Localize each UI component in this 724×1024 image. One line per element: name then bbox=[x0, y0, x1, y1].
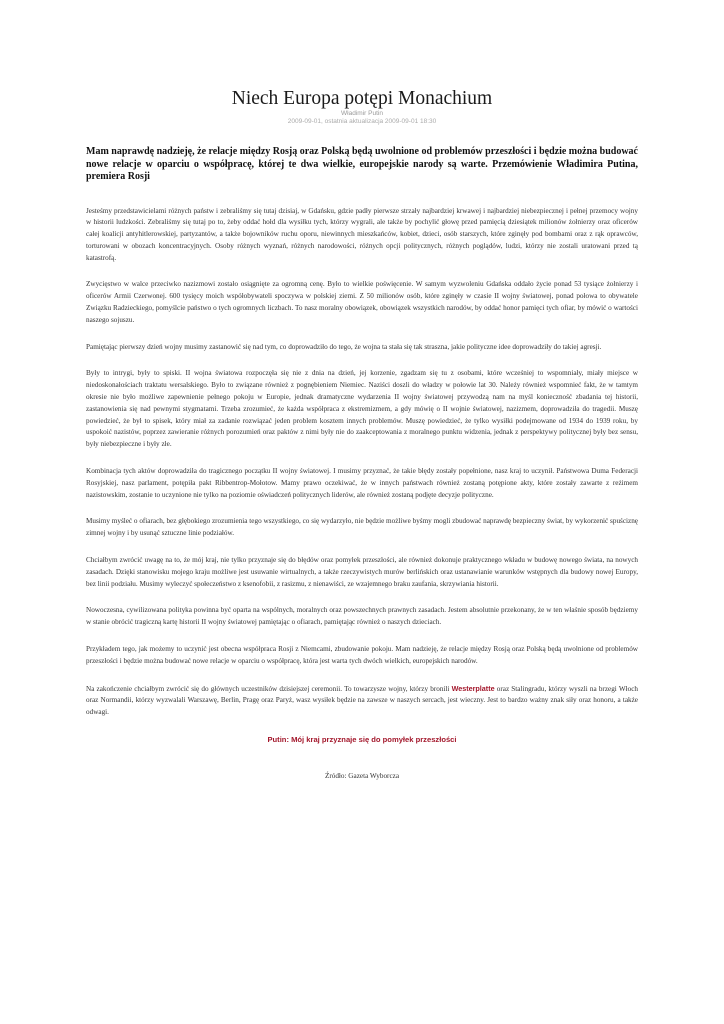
article-paragraph-1: Jesteśmy przedstawicielami różnych państw i zebraliśmy się tutaj dzisiaj, w Gdańsku, gdzie padły pierwsze strzały najbardziej krwawej i najbardziej niebezpiecznej i pełnej przemocy wojny w historii ludzkości. Zebraliśmy się tutaj po to, żeby oddać hołd dla wysiłku tych, którzy wygrali, ale także by pochylić głowę przed pamięcią dziesiątek milionów żołnierzy oraz oficerów całej koalicji antyhitlerowskiej, partyzantów, a także bojowników ruchu oporu, niewinnych mieszkańców, kobiet, dzieci, osób starszych, które zginęły pod bombami oraz z rąk oprawców, torturowani w obozach koncentracyjnych. Osoby różnych wyznań, różnych narodowości, różnych opcji politycznych, różnych poglądów, ludzi, którzy nie zostali uratowani przed tą katastrofą. bbox=[86, 206, 638, 262]
related-article-link[interactable]: Putin: Mój kraj przyznaje się do pomyłek przeszłości bbox=[267, 735, 457, 744]
article-paragraph-7: Chciałbym zwrócić uwagę na to, że mój kraj, nie tylko przyznaje się do błędów oraz pomyłek przeszłości, ale również dokonuje praktycznego wkładu w budowę nowego świata, na nowych zasadach. Dzięki stanowisku mojego kraju możliwe jest usuwanie wirtualnych, a także rzeczywistych murów berlińskich oraz ustanawianie warunków wstępnych dla budowy nowej Europy, bez linii podziału. Musimy wyleczyć społeczeństwo z ksenofobii, z rasizmu, z nienawiści, ze wzajemnego braku zaufania, skrzywiania historii. bbox=[86, 556, 638, 588]
article-source: Źródło: Gazeta Wyborcza bbox=[324, 772, 400, 780]
article-paragraph-2: Zwycięstwo w walce przeciwko nazizmowi zostało osiągnięte za ogromną cenę. Było to wielkie poświęcenie. W samym wyzwoleniu Gdańska oddało życie ponad 53 tysiące żołnierzy i oficerów Armii Czerwonej. 600 tysięcy moich współobywateli spoczywa w polskiej ziemi. Z 50 milionów osób, które zginęły w czasie II wojny światowej, ponad połowa to obywatele Związku Radzieckiego, pomyślcie państwo o tych ogromnych liczbach. To nasz moralny obowiązek, obowiązek wszystkich narodów, by oddać honor pamięci tych ofiar, by mówić o wartości naszego sojuszu. bbox=[86, 280, 638, 324]
article-paragraph-6: Musimy myśleć o ofiarach, bez głębokiego zrozumienia tego wszystkiego, co się wydarzyło, nie będzie możliwe byśmy mogli zbudować naprawdę bezpieczny świat, by wykorzenić spuściznę zimnej wojny i by usunąć sztuczne linie podziałów. bbox=[86, 517, 638, 538]
article-paragraph-9: Przykładem tego, jak możemy to uczynić jest obecna współpraca Rosji z Niemcami, zbudowanie pokoju. Mam nadzieję, że relacje między Rosją oraz Polską będą uwolnione od problemów przeszłości i będzie można budować nowe relacje w oparciu o współpracę, która jest warta tych dwóch wielkich, europejskich narodów. bbox=[86, 645, 638, 665]
paragraph-text-before: Na zakończenie chciałbym zwrócić się do głównych uczestników dzisiejszej ceremonii. To towarzysze wojny, którzy bronili bbox=[86, 684, 452, 693]
paragraph-text-after: oraz Stalingradu, którzy wyszli na brzegi Włoch oraz Normandii, którzy wyzwalali Warszawę, Berlin, Pragę oraz Paryż, wasz wysiłek będzie na zawsze w naszych sercach, jest wieczny. Jest to bardzo ważny znak siły oraz honoru, a także odwagi. bbox=[86, 684, 638, 717]
westerplatte-link[interactable]: Westerplatte bbox=[451, 683, 495, 693]
article-paragraph-3: Pamiętając pierwszy dzień wojny musimy zastanowić się nad tym, co doprowadziło do tego, że wojna ta stała się tak straszna, jakie polityczne idee doprowadziły do takiej agresji. bbox=[86, 342, 602, 351]
article-paragraph-8: Nowoczesna, cywilizowana polityka powinna być oparta na wspólnych, moralnych oraz powszechnych prawnych zasadach. Jestem absolutnie przekonany, że w ten właśnie sposób będziemy w stanie obrócić tragiczną kartę historii II wojny światowej pamiętając o ofiarach, pamiętając również o naszych dzieciach. bbox=[86, 606, 638, 627]
article-author[interactable]: Władimir Putin bbox=[341, 110, 383, 117]
article-dates: 2009-09-01, ostatnia aktualizacja 2009-09-01 18:30 bbox=[287, 118, 437, 125]
article-title: Niech Europa potępi Monachium bbox=[231, 88, 493, 109]
article bbox=[86, 88, 638, 781]
article-paragraph-5: Kombinacja tych aktów doprowadziła do tragicznego początku II wojny światowej. I musimy przyznać, że takie błędy zostały popełnione, nasz kraj to uczynił. Państwowa Duma Federacji Rosyjskiej, nasz parlament, potępiła pakt Ribbentrop-Mołotow. Mamy prawo oczekiwać, że w innych państwach również zostaną potępione akty, które zostały zawarte z reżimem nazistowskim, zostanie to uczynione nie tylko na poziomie oświadczeń politycznych liderów, ale również zostaną podjęte decyzje polityczne. bbox=[86, 467, 638, 499]
article-paragraph-10 bbox=[86, 683, 638, 719]
article-paragraph-4: Były to intrygi, były to spiski. II wojna światowa rozpoczęła się nie z dnia na dzień, jej korzenie, zgadzam się tu z osobami, które wcześniej to wspomniały, miały miejsce w niedoskonałościach traktatu wersalskiego. Było to związane również z pognębieniem Niemiec. Naziści doszli do władzy w połowie lat 30. Należy również wspomnieć fakt, że w tamtym okresie nie było możliwe zapewnienie pełnego pokoju w Europie, jednak dramatyczne wydarzenia II wojny światowej przywodzą nam na myśl konieczność zbadania tej historii, zastanowienia się nad pewnymi stygmatami. Trzeba zrozumieć, że każda współpraca z ekstremizmem, a gdy mówię o II wojnie światowej, nazizmem, doprowadziła do tragedii. Muszę powiedzieć, że był to spisek, który miał za zadanie rozwiązać jeden problem kosztem innych problemów. Muszę powiedzieć, że tylko wysiłki podejmowane od 1934 do 1939 roku, by uspokoić nazistów, poprzez zawieranie różnych porozumień oraz paktów z nimi były nie do zaakceptowania z moralnego punktu widzenia, jednak z perspektywy politycznej były bez sensu, były niebezpieczne i były złe. bbox=[86, 369, 638, 449]
article-lead: Mam naprawdę nadzieję, że relacje między Rosją oraz Polską będą uwolnione od problemów przeszłości i będzie można budować nowe relacje w oparciu o współpracę, której te dwa wielkie, europejskie narody są warte. Przemówienie Władimira Putina, premiera Rosji bbox=[86, 146, 638, 182]
